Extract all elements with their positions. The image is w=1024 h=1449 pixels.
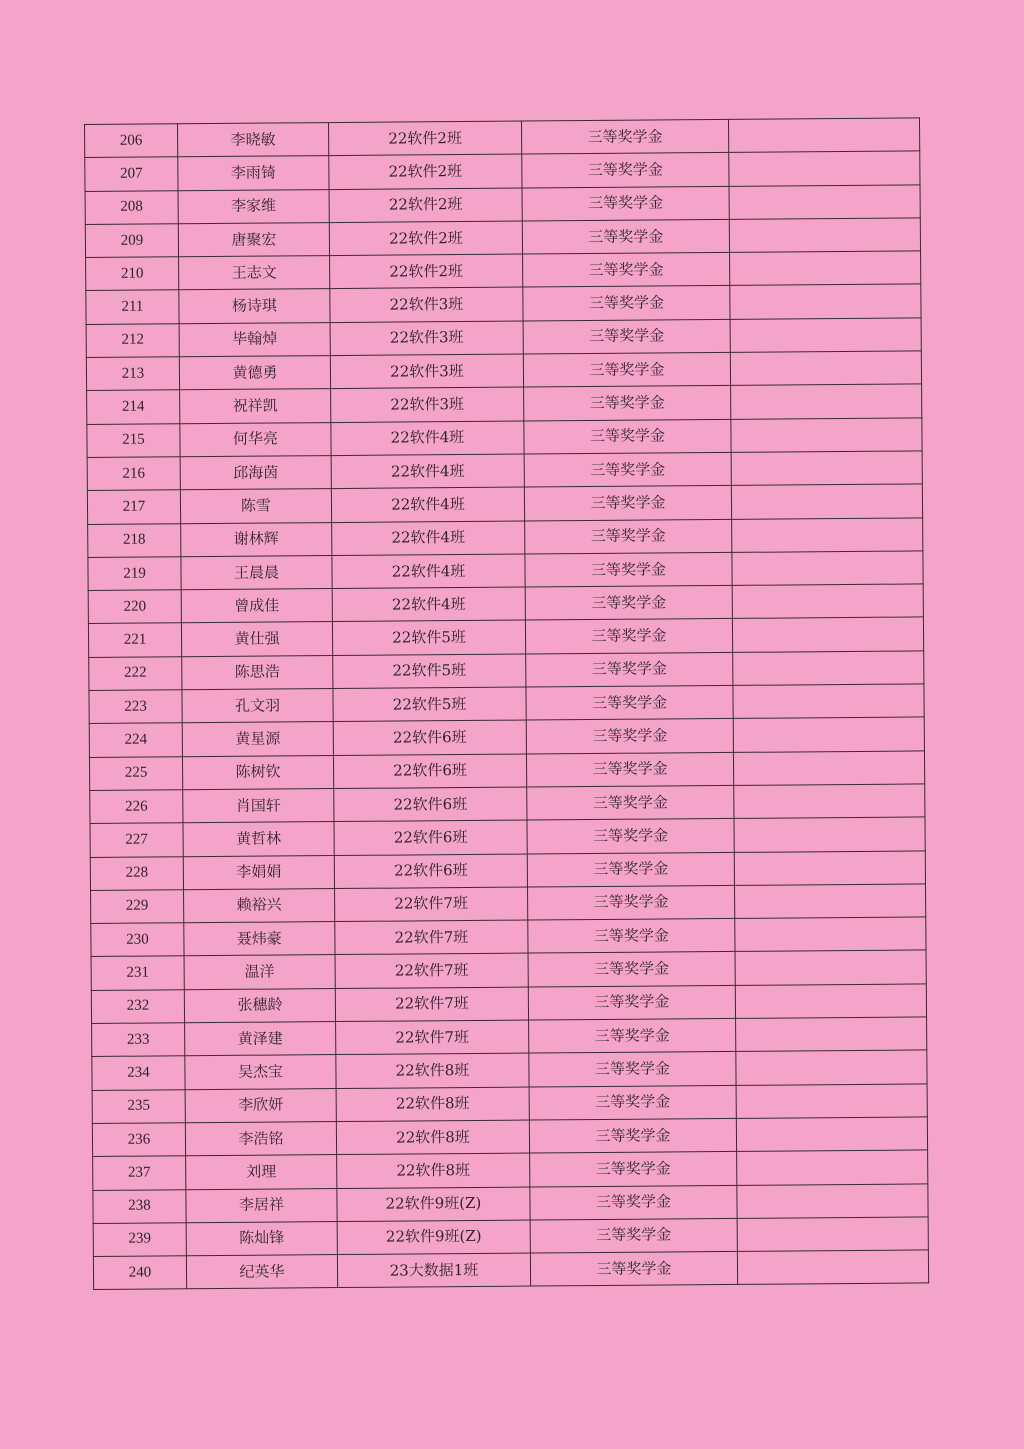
- remark-cell: [730, 351, 921, 386]
- class-name-cell: 22软件7班: [336, 1020, 529, 1055]
- award-level-cell: 三等奖学金: [529, 1018, 736, 1053]
- award-level-cell: 三等奖学金: [529, 1052, 736, 1087]
- remark-cell: [729, 185, 920, 220]
- row-number-cell: 227: [90, 823, 183, 857]
- award-level-cell: 三等奖学金: [528, 985, 735, 1020]
- class-name-cell: 22软件8班: [337, 1153, 530, 1188]
- student-name-cell: 吴杰宝: [185, 1055, 336, 1089]
- award-level-cell: 三等奖学金: [524, 386, 731, 421]
- award-level-cell: 三等奖学金: [524, 452, 731, 487]
- student-name-cell: 何华亮: [180, 422, 331, 456]
- award-level-cell: 三等奖学金: [522, 186, 729, 221]
- remark-cell: [730, 251, 921, 286]
- student-name-cell: 毕翰焯: [179, 322, 330, 356]
- row-number-cell: 212: [86, 324, 179, 358]
- award-level-cell: 三等奖学金: [523, 253, 730, 288]
- award-level-cell: 三等奖学金: [530, 1152, 737, 1187]
- class-name-cell: 22软件4班: [332, 554, 525, 589]
- class-name-cell: 22软件8班: [336, 1087, 529, 1122]
- award-level-cell: 三等奖学金: [526, 685, 733, 720]
- award-level-cell: 三等奖学金: [526, 719, 733, 754]
- award-list-table: [84, 117, 929, 1290]
- award-level-cell: 三等奖学金: [528, 952, 735, 987]
- row-number-cell: 210: [86, 257, 179, 291]
- award-list-sheet: [84, 117, 929, 1290]
- class-name-cell: 22软件6班: [333, 754, 526, 789]
- remark-cell: [728, 118, 919, 153]
- class-name-cell: 22软件5班: [332, 621, 525, 656]
- row-number-cell: 230: [91, 923, 184, 957]
- row-number-cell: 218: [88, 523, 181, 557]
- remark-cell: [737, 1217, 928, 1252]
- row-number-cell: 214: [87, 390, 180, 424]
- row-number-cell: 219: [88, 557, 181, 591]
- student-name-cell: 赖裕兴: [184, 888, 335, 922]
- class-name-cell: 22软件6班: [333, 720, 526, 755]
- remark-cell: [733, 651, 924, 686]
- award-level-cell: 三等奖学金: [527, 819, 734, 854]
- class-name-cell: 22软件6班: [334, 787, 527, 822]
- row-number-cell: 231: [91, 956, 184, 990]
- row-number-cell: 207: [85, 157, 178, 191]
- class-name-cell: 22软件4班: [332, 587, 525, 622]
- class-name-cell: 22软件9班(Z): [337, 1220, 530, 1255]
- row-number-cell: 238: [93, 1189, 186, 1223]
- class-name-cell: 22软件6班: [334, 854, 527, 889]
- class-name-cell: 22软件2班: [329, 154, 522, 189]
- award-level-cell: 三等奖学金: [525, 552, 732, 587]
- remark-cell: [736, 1117, 927, 1152]
- award-level-cell: 三等奖学金: [523, 286, 730, 321]
- award-level-cell: 三等奖学金: [528, 919, 735, 954]
- remark-cell: [729, 151, 920, 186]
- remark-cell: [731, 484, 922, 519]
- class-name-cell: 22软件7班: [335, 953, 528, 988]
- table-row: [93, 1250, 928, 1290]
- remark-cell: [734, 817, 925, 852]
- student-name-cell: 王晨晨: [181, 555, 332, 589]
- award-level-cell: 三等奖学金: [523, 353, 730, 388]
- student-name-cell: 唐聚宏: [178, 222, 329, 256]
- row-number-cell: 233: [92, 1023, 185, 1057]
- row-number-cell: 234: [92, 1056, 185, 1090]
- class-name-cell: 23大数据1班: [337, 1253, 530, 1288]
- class-name-cell: 22软件7班: [335, 887, 528, 922]
- award-level-cell: 三等奖学金: [525, 519, 732, 554]
- remark-cell: [737, 1250, 928, 1285]
- row-number-cell: 225: [89, 756, 182, 790]
- student-name-cell: 李晓敏: [178, 123, 329, 157]
- remark-cell: [732, 584, 923, 619]
- award-level-cell: 三等奖学金: [522, 153, 729, 188]
- class-name-cell: 22软件5班: [333, 654, 526, 689]
- row-number-cell: 232: [91, 989, 184, 1023]
- award-level-cell: 三等奖学金: [530, 1251, 737, 1286]
- class-name-cell: 22软件5班: [333, 687, 526, 722]
- student-name-cell: 黄星源: [182, 722, 333, 756]
- remark-cell: [734, 784, 925, 819]
- class-name-cell: 22软件4班: [331, 487, 524, 522]
- remark-cell: [735, 917, 926, 952]
- row-number-cell: 216: [87, 457, 180, 491]
- student-name-cell: 张穗龄: [184, 988, 335, 1022]
- award-level-cell: 三等奖学金: [526, 652, 733, 687]
- row-number-cell: 211: [86, 290, 179, 324]
- class-name-cell: 22软件2班: [329, 188, 522, 223]
- remark-cell: [732, 617, 923, 652]
- student-name-cell: 李浩铭: [185, 1121, 336, 1155]
- row-number-cell: 229: [91, 890, 184, 924]
- row-number-cell: 223: [89, 690, 182, 724]
- student-name-cell: 陈树钦: [182, 755, 333, 789]
- remark-cell: [734, 850, 925, 885]
- class-name-cell: 22软件2班: [330, 254, 523, 289]
- class-name-cell: 22软件9班(Z): [337, 1187, 530, 1222]
- row-number-cell: 220: [88, 590, 181, 624]
- student-name-cell: 纪英华: [186, 1255, 337, 1289]
- student-name-cell: 黄哲林: [183, 822, 334, 856]
- row-number-cell: 221: [88, 623, 181, 657]
- table-body: [85, 118, 929, 1290]
- student-name-cell: 李娟娟: [183, 855, 334, 889]
- row-number-cell: 224: [89, 723, 182, 757]
- class-name-cell: 22软件3班: [331, 387, 524, 422]
- student-name-cell: 陈雪: [180, 489, 331, 523]
- remark-cell: [737, 1183, 928, 1218]
- row-number-cell: 206: [85, 124, 178, 158]
- student-name-cell: 邱海茵: [180, 456, 331, 490]
- remark-cell: [735, 984, 926, 1019]
- row-number-cell: 222: [89, 656, 182, 690]
- award-level-cell: 三等奖学金: [525, 619, 732, 654]
- class-name-cell: 22软件3班: [330, 288, 523, 323]
- remark-cell: [731, 384, 922, 419]
- award-level-cell: 三等奖学金: [530, 1185, 737, 1220]
- row-number-cell: 215: [87, 423, 180, 457]
- remark-cell: [732, 551, 923, 586]
- student-name-cell: 黄仕强: [181, 622, 332, 656]
- student-name-cell: 孔文羽: [182, 689, 333, 723]
- award-level-cell: 三等奖学金: [525, 586, 732, 621]
- student-name-cell: 黄德勇: [179, 356, 330, 390]
- student-name-cell: 祝祥凯: [180, 389, 331, 423]
- row-number-cell: 209: [85, 224, 178, 258]
- award-level-cell: 三等奖学金: [521, 119, 728, 154]
- remark-cell: [736, 1050, 927, 1085]
- class-name-cell: 22软件8班: [336, 1053, 529, 1088]
- award-level-cell: 三等奖学金: [527, 785, 734, 820]
- remark-cell: [732, 517, 923, 552]
- student-name-cell: 陈灿锋: [186, 1221, 337, 1255]
- row-number-cell: 228: [90, 856, 183, 890]
- award-level-cell: 三等奖学金: [529, 1118, 736, 1153]
- row-number-cell: 236: [92, 1123, 185, 1157]
- class-name-cell: 22软件2班: [328, 121, 521, 156]
- remark-cell: [733, 751, 924, 786]
- class-name-cell: 22软件6班: [334, 820, 527, 855]
- class-name-cell: 22软件4班: [331, 454, 524, 489]
- student-name-cell: 聂炜豪: [184, 922, 335, 956]
- class-name-cell: 22软件3班: [330, 354, 523, 389]
- row-number-cell: 213: [86, 357, 179, 391]
- row-number-cell: 240: [93, 1256, 186, 1290]
- remark-cell: [733, 717, 924, 752]
- remark-cell: [736, 1084, 927, 1119]
- class-name-cell: 22软件7班: [335, 920, 528, 955]
- remark-cell: [735, 950, 926, 985]
- student-name-cell: 王志文: [179, 256, 330, 290]
- student-name-cell: 李居祥: [186, 1188, 337, 1222]
- award-level-cell: 三等奖学金: [523, 319, 730, 354]
- row-number-cell: 235: [92, 1089, 185, 1123]
- row-number-cell: 239: [93, 1223, 186, 1257]
- remark-cell: [729, 218, 920, 253]
- remark-cell: [734, 884, 925, 919]
- student-name-cell: 温洋: [184, 955, 335, 989]
- student-name-cell: 黄泽建: [185, 1022, 336, 1056]
- class-name-cell: 22软件8班: [336, 1120, 529, 1155]
- award-level-cell: 三等奖学金: [528, 885, 735, 920]
- award-level-cell: 三等奖学金: [527, 852, 734, 887]
- remark-cell: [737, 1150, 928, 1185]
- remark-cell: [730, 318, 921, 353]
- row-number-cell: 208: [85, 190, 178, 224]
- student-name-cell: 李欣妍: [185, 1088, 336, 1122]
- class-name-cell: 22软件4班: [331, 421, 524, 456]
- award-level-cell: 三等奖学金: [530, 1218, 737, 1253]
- row-number-cell: 226: [90, 790, 183, 824]
- award-level-cell: 三等奖学金: [522, 219, 729, 254]
- row-number-cell: 237: [93, 1156, 186, 1190]
- student-name-cell: 曾成佳: [181, 589, 332, 623]
- award-level-cell: 三等奖学金: [529, 1085, 736, 1120]
- student-name-cell: 李雨锜: [178, 156, 329, 190]
- award-level-cell: 三等奖学金: [524, 419, 731, 454]
- remark-cell: [731, 418, 922, 453]
- class-name-cell: 22软件4班: [332, 521, 525, 556]
- remark-cell: [731, 451, 922, 486]
- student-name-cell: 谢林辉: [181, 522, 332, 556]
- remark-cell: [736, 1017, 927, 1052]
- student-name-cell: 刘理: [186, 1155, 337, 1189]
- class-name-cell: 22软件3班: [330, 321, 523, 356]
- student-name-cell: 陈思浩: [182, 655, 333, 689]
- award-level-cell: 三等奖学金: [524, 486, 731, 521]
- class-name-cell: 22软件2班: [329, 221, 522, 256]
- class-name-cell: 22软件7班: [335, 987, 528, 1022]
- student-name-cell: 杨诗琪: [179, 289, 330, 323]
- remark-cell: [730, 284, 921, 319]
- student-name-cell: 李家维: [178, 189, 329, 223]
- student-name-cell: 肖国轩: [183, 788, 334, 822]
- award-level-cell: 三等奖学金: [526, 752, 733, 787]
- row-number-cell: 217: [87, 490, 180, 524]
- remark-cell: [733, 684, 924, 719]
